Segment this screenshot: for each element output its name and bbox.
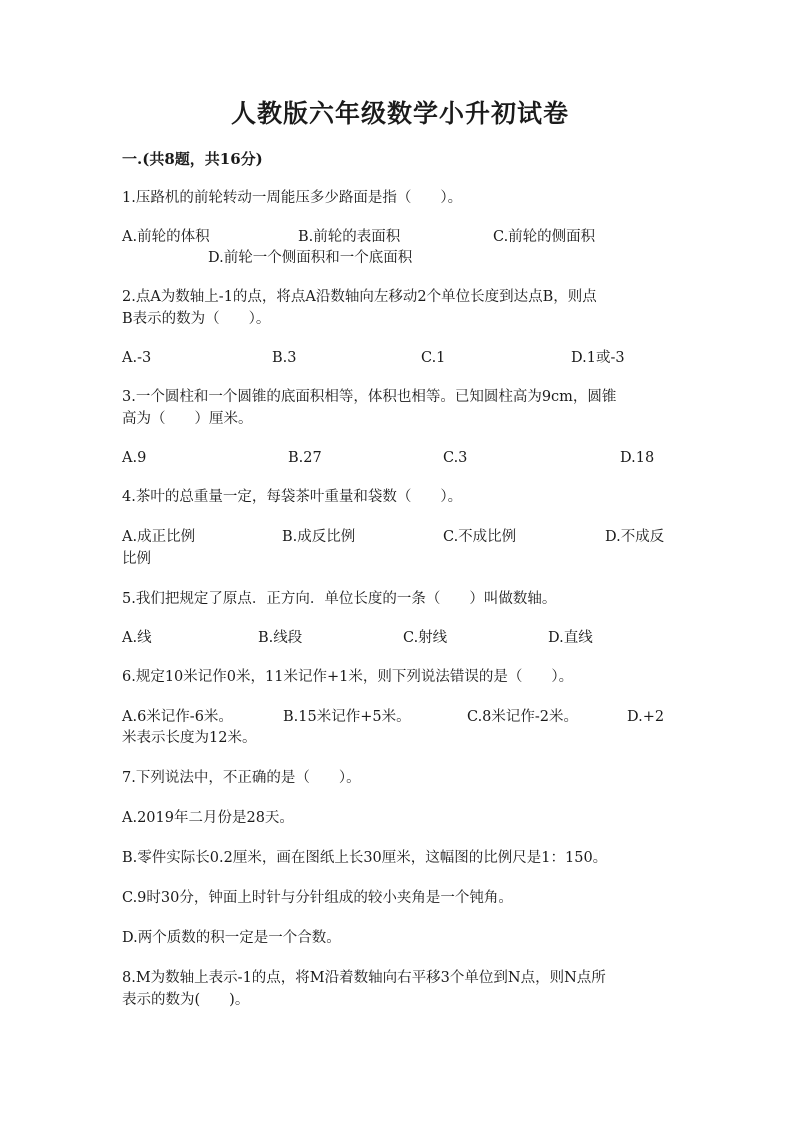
question-7-option-b: B.零件实际长0.2厘米，画在图纸上长30厘米，这幅图的比例尺是1：150。	[122, 850, 608, 866]
question-1-option-a: A.前轮的体积	[122, 229, 210, 245]
question-4-option-a: A.成正比例	[122, 529, 196, 545]
question-6-stem: 6.规定10米记作0米，11米记作+1米，则下列说法错误的是（ ）。	[122, 669, 574, 685]
question-8-stem-line-1: 8.M为数轴上表示-1的点，将M沿着数轴向右平移3个单位到N点，则N点所	[122, 970, 606, 986]
question-5-option-b: B.线段	[258, 630, 303, 646]
question-2-stem-line-1: 2.点A为数轴上-1的点，将点A沿数轴向左移动2个单位长度到达点B，则点	[122, 289, 597, 305]
question-5-option-a: A.线	[122, 630, 152, 646]
question-6-option-a: A.6米记作-6米。	[122, 709, 233, 725]
question-6-option-b: B.15米记作+5米。	[283, 709, 411, 725]
question-2-option-a: A.-3	[122, 350, 152, 366]
question-5-stem: 5.我们把规定了原点．正方向．单位长度的一条（ ）叫做数轴。	[122, 591, 557, 607]
question-2-stem-line-2: B表示的数为（ ）。	[122, 311, 271, 327]
question-2-option-d: D.1或-3	[571, 350, 625, 366]
question-7-option-c: C.9时30分，钟面上时针与分针组成的较小夹角是一个钝角。	[122, 890, 513, 906]
question-7-option-d: D.两个质数的积一定是一个合数。	[122, 930, 341, 946]
question-5-option-c: C.射线	[403, 630, 448, 646]
question-2-option-c: C.1	[421, 350, 446, 366]
question-2-option-b: B.3	[272, 350, 297, 366]
question-8-stem-line-2: 表示的数为( )。	[122, 992, 250, 1008]
question-3-option-d: D.18	[620, 450, 655, 466]
question-3-stem-line-1: 3.一个圆柱和一个圆锥的底面积相等，体积也相等。已知圆柱高为9cm，圆锥	[122, 389, 617, 405]
question-6-option-c: C.8米记作-2米。	[467, 709, 579, 725]
question-1-option-c: C.前轮的侧面积	[493, 229, 596, 245]
question-4-option-d: D.不成反	[605, 529, 665, 545]
question-3-option-b: B.27	[288, 450, 322, 466]
question-4-option-c: C.不成比例	[443, 529, 517, 545]
question-6-option-d-continued: 米表示长度为12米。	[122, 730, 257, 746]
question-1-option-b: B.前轮的表面积	[298, 229, 401, 245]
question-4-stem: 4.茶叶的总重量一定，每袋茶叶重量和袋数（ ）。	[122, 489, 463, 505]
page-title: 人教版六年级数学小升初试卷	[230, 99, 569, 128]
question-4-option-d-continued: 比例	[122, 551, 151, 567]
question-3-stem-line-2: 高为（ ）厘米。	[122, 411, 253, 427]
section-heading: 一.(共8题，共16分)	[122, 150, 263, 168]
question-6-option-d: D.+2	[627, 709, 665, 725]
question-1-option-d: D.前轮一个侧面积和一个底面积	[208, 250, 413, 266]
question-1-stem: 1.压路机的前轮转动一周能压多少路面是指（ ）。	[122, 190, 463, 206]
question-3-option-c: C.3	[443, 450, 468, 466]
question-4-option-b: B.成反比例	[282, 529, 356, 545]
question-7-option-a: A.2019年二月份是28天。	[122, 810, 294, 826]
question-7-stem: 7.下列说法中，不正确的是（ ）。	[122, 770, 361, 786]
question-5-option-d: D.直线	[548, 630, 593, 646]
question-3-option-a: A.9	[122, 450, 147, 466]
